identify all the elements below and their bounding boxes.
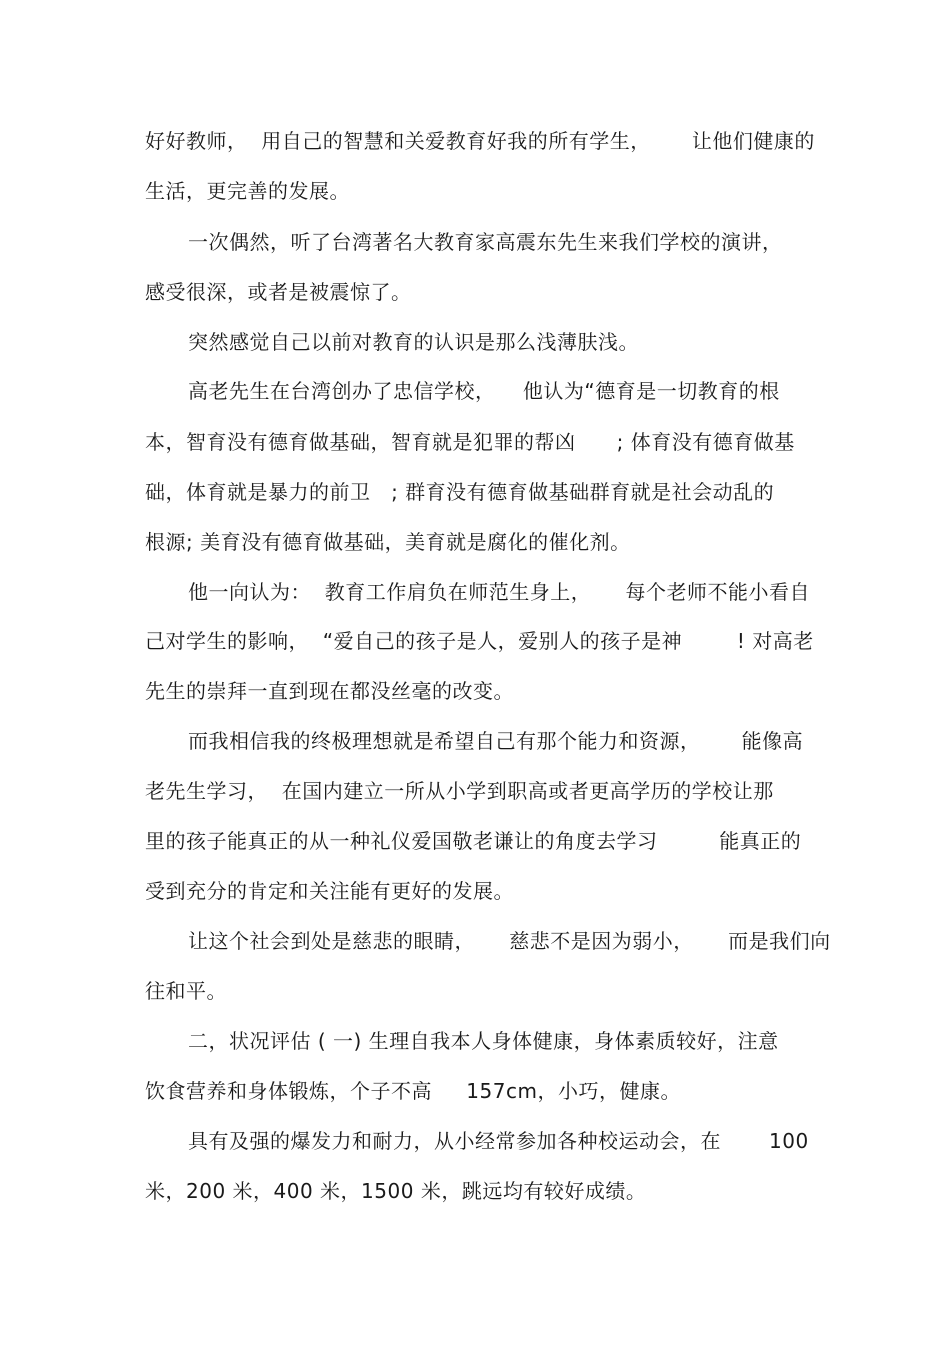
text-line: 先生的崇拜一直到现在都没丝毫的改变。 — [145, 679, 514, 703]
text-line: 而我相信我的终极理想就是希望自己有那个能力和资源， 能像高 — [188, 729, 804, 753]
text-line: 生活，更完善的发展。 — [145, 179, 350, 203]
text-line: 突然感觉自己以前对教育的认识是那么浅薄肤浅。 — [188, 330, 639, 354]
text-line: 米，200 米，400 米，1500 米，跳远均有较好成绩。 — [145, 1179, 647, 1203]
text-line: 受到充分的肯定和关注能有更好的发展。 — [145, 879, 514, 903]
text-line: 感受很深，或者是被震惊了。 — [145, 280, 412, 304]
text-line: 往和平。 — [145, 979, 227, 1003]
text-line: 根源; 美育没有德育做基础，美育就是腐化的催化剂。 — [145, 530, 631, 554]
text-line: 本，智育没有德育做基础，智育就是犯罪的帮凶 ; 体育没有德育做基 — [145, 430, 795, 454]
text-line: 础，体育就是暴力的前卫 ; 群育没有德育做基础群育就是社会动乱的 — [145, 480, 775, 504]
text-line: 高老先生在台湾创办了忠信学校， 他认为“德育是一切教育的根 — [188, 379, 780, 403]
text-line: 好好教师， 用自己的智慧和关爱教育好我的所有学生， 让他们健康的 — [145, 129, 815, 153]
text-line: 二，状况评估 ( 一) 生理自我本人身体健康，身体素质较好，注意 — [188, 1029, 779, 1053]
text-line: 己对学生的影响， “爱自己的孩子是人，爱别人的孩子是神 ! 对高老 — [145, 629, 814, 653]
text-line: 他一向认为： 教育工作肩负在师范生身上， 每个老师不能小看自 — [188, 580, 811, 604]
text-line: 饮食营养和身体锻炼，个子不高 157cm，小巧，健康。 — [145, 1079, 681, 1103]
text-line: 里的孩子能真正的从一种礼仪爱国敬老谦让的角度去学习 能真正的 — [145, 829, 802, 853]
text-line: 一次偶然，听了台湾著名大教育家高震东先生来我们学校的演讲， — [188, 230, 783, 254]
text-line: 具有及强的爆发力和耐力，从小经常参加各种校运动会，在 100 — [188, 1129, 809, 1153]
text-line: 让这个社会到处是慈悲的眼睛， 慈悲不是因为弱小， 而是我们向 — [188, 929, 831, 953]
text-line: 老先生学习， 在国内建立一所从小学到职高或者更高学历的学校让那 — [145, 779, 774, 803]
